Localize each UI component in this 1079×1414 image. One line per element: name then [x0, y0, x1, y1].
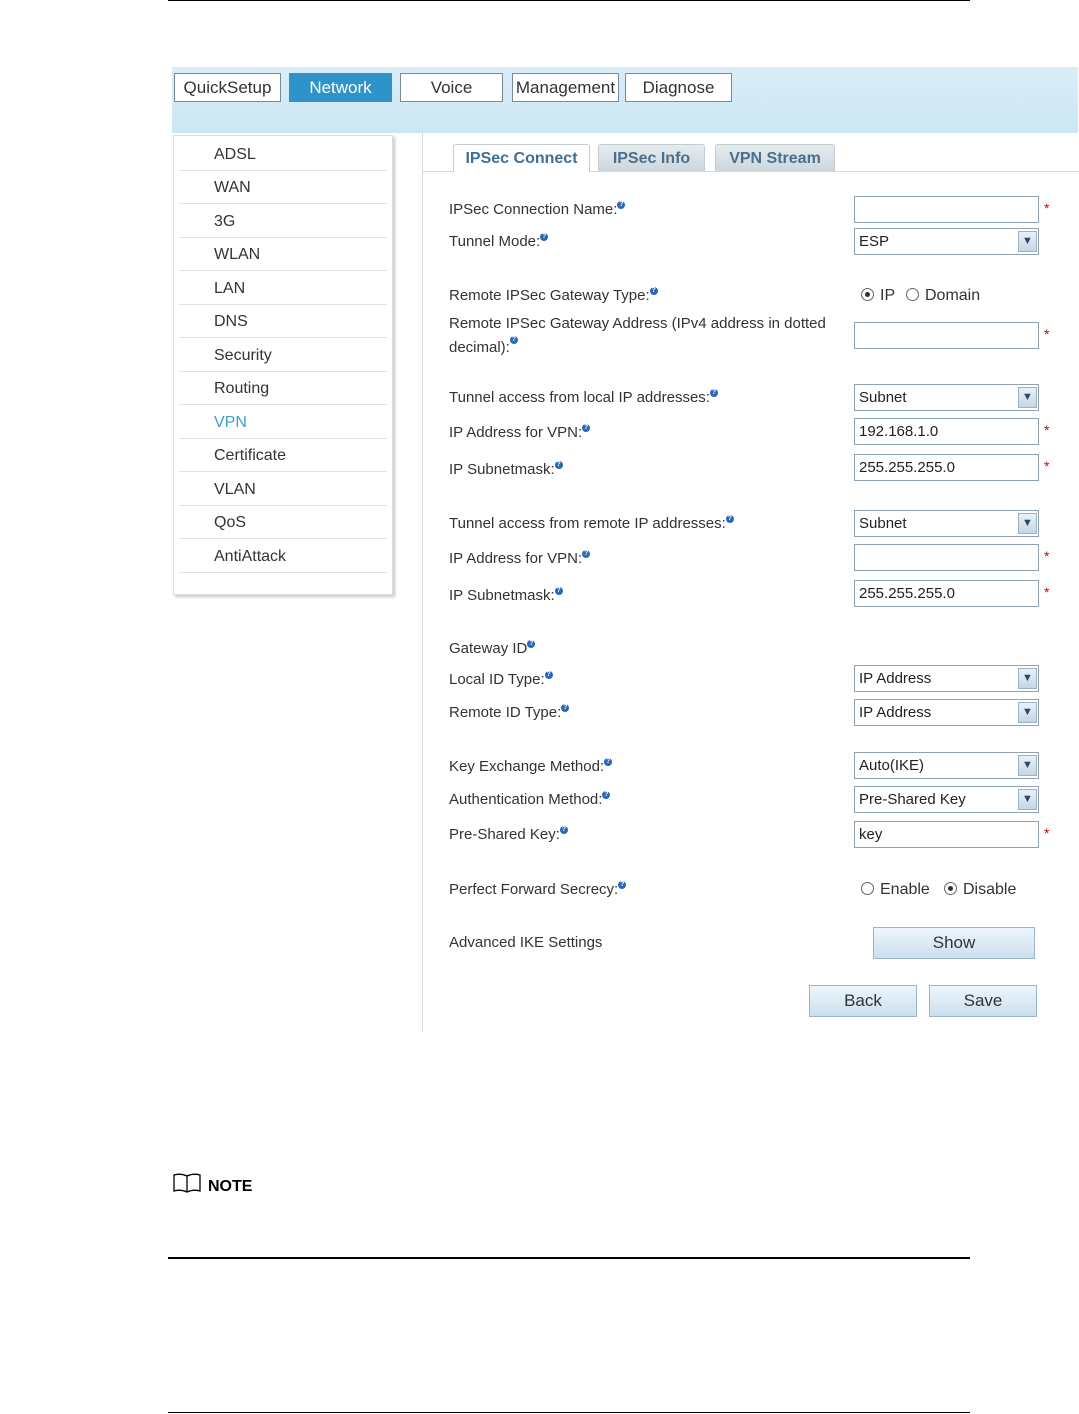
required-mark: *: [1044, 326, 1050, 342]
page-top-rule: [168, 0, 970, 1]
local-mask-label: IP Subnetmask: ?: [449, 461, 561, 478]
local-mask-input[interactable]: [854, 454, 1039, 481]
gateway-id-heading: Gateway ID ?: [449, 640, 534, 657]
help-icon[interactable]: ?: [546, 671, 551, 678]
psk-label: Pre-Shared Key: ?: [449, 826, 567, 843]
tunnel-mode-value: ESP: [859, 233, 890, 250]
help-icon[interactable]: ?: [561, 826, 567, 833]
chevron-down-icon: ▼: [1018, 789, 1037, 810]
conn-name-label: IPSec Connection Name: ?: [449, 201, 624, 218]
sidebar: [173, 135, 393, 595]
chevron-down-icon: ▼: [1018, 702, 1037, 723]
auth-method-value: Pre-Shared Key: [859, 791, 966, 808]
help-icon[interactable]: ?: [511, 336, 516, 343]
conn-name-input[interactable]: [854, 196, 1039, 223]
help-icon[interactable]: ?: [556, 587, 561, 594]
tab-vpn-stream[interactable]: VPN Stream: [715, 144, 835, 171]
help-icon[interactable]: ?: [727, 515, 732, 522]
remote-ip-label: IP Address for VPN: ?: [449, 550, 589, 567]
remote-id-type-label: Remote ID Type: ?: [449, 704, 568, 721]
gw-addr-label: Remote IPSec Gateway Address (IPv4 address in dotted decimal): ?: [449, 315, 826, 356]
top-menu-bar: [172, 67, 1078, 133]
chevron-down-icon: ▼: [1018, 513, 1037, 534]
tab-voice[interactable]: Voice: [400, 73, 503, 102]
help-icon[interactable]: ?: [620, 881, 625, 888]
sidebar-item-security[interactable]: Security: [179, 339, 387, 372]
local-ip-label: IP Address for VPN: ?: [449, 424, 589, 441]
sidebar-item-antiattack[interactable]: AntiAttack: [179, 540, 387, 573]
key-exchange-label: Key Exchange Method: ?: [449, 758, 611, 775]
auth-method-select[interactable]: [854, 786, 1039, 813]
pfs-label: Perfect Forward Secrecy: ?: [449, 881, 625, 898]
local-ip-input[interactable]: [854, 418, 1039, 445]
save-button[interactable]: Save: [929, 985, 1037, 1017]
tunnel-mode-select[interactable]: [854, 228, 1039, 255]
help-icon[interactable]: ?: [583, 550, 589, 557]
gw-type-label: Remote IPSec Gateway Type: ?: [449, 287, 656, 304]
remote-access-label: Tunnel access from remote IP addresses: ?: [449, 515, 732, 532]
remote-id-type-value: IP Address: [859, 704, 932, 721]
remote-mask-input[interactable]: [854, 580, 1039, 607]
radio-unselected-icon: [906, 288, 919, 301]
sidebar-item-vlan[interactable]: VLAN: [179, 473, 387, 506]
radio-selected-icon: [944, 882, 957, 895]
tab-network[interactable]: Network: [289, 73, 392, 102]
tab-ipsec-connect[interactable]: IPSec Connect: [453, 144, 590, 172]
book-icon: [172, 1172, 202, 1194]
local-id-type-label: Local ID Type: ?: [449, 671, 551, 688]
required-mark: *: [1044, 584, 1050, 600]
tab-ipsec-info[interactable]: IPSec Info: [598, 144, 705, 171]
help-icon[interactable]: ?: [529, 640, 534, 647]
sidebar-item-routing[interactable]: Routing: [179, 372, 387, 405]
auth-method-label: Authentication Method: ?: [449, 791, 609, 808]
sidebar-item-3g[interactable]: 3G: [179, 205, 387, 238]
radio-selected-icon: [861, 288, 874, 301]
chevron-down-icon: ▼: [1018, 668, 1037, 689]
gw-addr-input[interactable]: [854, 322, 1039, 349]
tunnel-mode-label: Tunnel Mode: ?: [449, 233, 547, 250]
back-button[interactable]: Back: [809, 985, 917, 1017]
sidebar-item-dns[interactable]: DNS: [179, 305, 387, 338]
gw-type-domain-radio[interactable]: Domain: [906, 287, 980, 305]
required-mark: *: [1044, 825, 1050, 841]
help-icon[interactable]: ?: [604, 791, 609, 798]
help-icon[interactable]: ?: [583, 424, 589, 431]
pfs-enable-radio[interactable]: Enable: [861, 881, 930, 899]
required-mark: *: [1044, 422, 1050, 438]
remote-id-type-select[interactable]: [854, 699, 1039, 726]
sidebar-item-lan[interactable]: LAN: [179, 272, 387, 305]
router-web-ui: [172, 67, 1078, 1032]
help-icon[interactable]: ?: [556, 461, 561, 468]
local-id-type-select[interactable]: [854, 665, 1039, 692]
chevron-down-icon: ▼: [1018, 755, 1037, 776]
sub-tab-strip: [423, 133, 1079, 172]
show-ike-button[interactable]: Show: [873, 927, 1035, 959]
local-access-value: Subnet: [859, 389, 907, 406]
psk-input[interactable]: [854, 821, 1039, 848]
chevron-down-icon: ▼: [1018, 231, 1037, 252]
gw-type-ip-radio[interactable]: IP: [861, 287, 895, 305]
page-bottom-rule: [168, 1412, 970, 1413]
help-icon[interactable]: ?: [711, 389, 717, 396]
required-mark: *: [1044, 458, 1050, 474]
sidebar-item-certificate[interactable]: Certificate: [179, 439, 387, 472]
remote-ip-input[interactable]: [854, 544, 1039, 571]
pfs-disable-radio[interactable]: Disable: [944, 881, 1016, 899]
key-exchange-select[interactable]: [854, 752, 1039, 779]
required-mark: *: [1044, 200, 1050, 216]
remote-mask-label: IP Subnetmask: ?: [449, 587, 561, 604]
help-icon[interactable]: ?: [651, 287, 656, 294]
key-exchange-value: Auto(IKE): [859, 757, 925, 774]
help-icon[interactable]: ?: [605, 758, 611, 765]
section-divider: [168, 1257, 970, 1259]
help-icon[interactable]: ?: [563, 704, 568, 711]
sidebar-item-adsl[interactable]: ADSL: [179, 138, 387, 171]
note-heading: NOTE: [172, 1172, 252, 1196]
tab-quicksetup[interactable]: QuickSetup: [174, 73, 281, 102]
sidebar-item-vpn[interactable]: VPN: [179, 406, 387, 439]
chevron-down-icon: ▼: [1018, 387, 1037, 408]
help-icon[interactable]: ?: [619, 201, 624, 208]
tab-management[interactable]: Management: [512, 73, 619, 102]
radio-unselected-icon: [861, 882, 874, 895]
remote-access-value: Subnet: [859, 515, 907, 532]
help-icon[interactable]: ?: [542, 233, 547, 240]
required-mark: *: [1044, 548, 1050, 564]
sidebar-item-wan[interactable]: WAN: [179, 171, 387, 204]
local-access-select[interactable]: [854, 384, 1039, 411]
remote-access-select[interactable]: [854, 510, 1039, 537]
adv-ike-label: Advanced IKE Settings: [449, 934, 603, 951]
local-access-label: Tunnel access from local IP addresses: ?: [449, 389, 717, 406]
sidebar-item-wlan[interactable]: WLAN: [179, 238, 387, 271]
sidebar-item-qos[interactable]: QoS: [179, 506, 387, 539]
local-id-type-value: IP Address: [859, 670, 932, 687]
tab-diagnose[interactable]: Diagnose: [625, 73, 732, 102]
